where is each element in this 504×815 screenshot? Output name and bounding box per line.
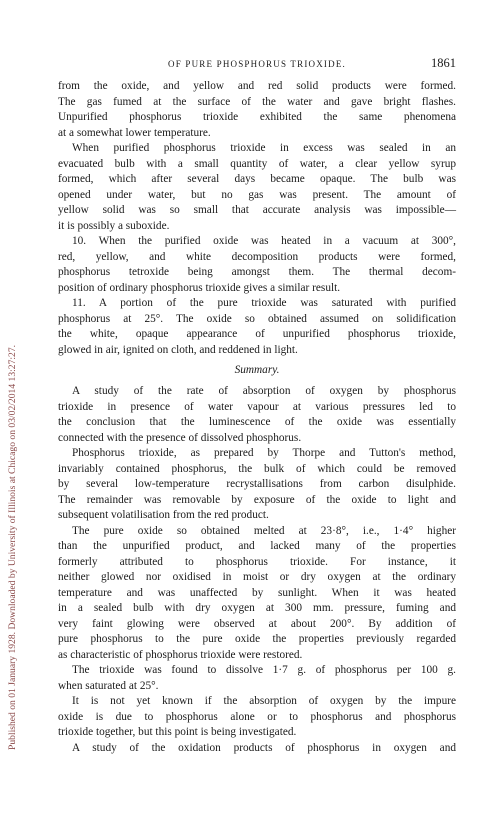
text-line: The pure oxide so obtained melted at 23·8°, i.e., 1·4° higher	[72, 524, 456, 537]
text-line: invariably contained phosphorus, the bulk of which could be removed	[58, 462, 456, 475]
text-line: A study of the oxidation products of phosphorus in oxygen and	[72, 741, 456, 754]
text-line: The gas fumed at the surface of the water and gave bright flashes.	[58, 95, 456, 108]
text-line: glowed in air, ignited on cloth, and reddened in light.	[58, 343, 298, 356]
article-body	[58, 79, 456, 756]
text-line: the conclusion that the luminescence of the oxide was essentially	[58, 416, 456, 428]
text-line: It is not yet known if the absorption of oxygen by the impure	[72, 695, 456, 707]
text-line: formerly attributed to phosphorus trioxide. For instance, it	[58, 555, 456, 568]
text-line: very faint glowing were observed at about 200°. By addition of	[58, 617, 456, 630]
text-line: Phosphorus trioxide, as prepared by Thorpe and Tutton's method,	[72, 447, 456, 459]
text-line: evacuated bulb with a small quantity of water, a clear yellow syrup	[58, 157, 456, 170]
page-number: 1861	[431, 56, 456, 70]
text-line: subsequent volatilisation from the red product.	[58, 509, 269, 521]
text-line: yellow solid was so small that accurate analysis was impossible—	[58, 204, 456, 216]
text-line: from the oxide, and yellow and red solid products were formed.	[58, 80, 456, 92]
text-line: neither glowed nor oxidised in moist or dry oxygen at the ordinary	[58, 571, 456, 583]
text-line: trioxide in presence of water vapour at various pressures led to	[58, 400, 456, 413]
text-line: temperature and was unaffected by sunlight. When it was heated	[58, 586, 456, 599]
text-line: at a somewhat lower temperature.	[58, 126, 211, 139]
publication-side-note: Published on 01 January 1928. Downloaded by University of Illinois at Chicago on 03/02/2014 13:27:27.	[7, 344, 18, 750]
text-line: connected with the presence of dissolved phosphorus.	[58, 431, 302, 444]
text-line: in a sealed bulb with dry oxygen at 300 mm. pressure, fuming and	[58, 602, 456, 614]
text-line: it is possibly a suboxide.	[58, 219, 170, 232]
section-heading-summary: Summary.	[234, 364, 280, 376]
text-line: 10. When the purified oxide was heated in a vacuum at 300°,	[72, 235, 456, 247]
text-line: 11. A portion of the pure trioxide was saturated with purified	[72, 297, 456, 309]
text-line: formed, which after several days became opaque. The bulb was	[58, 173, 456, 185]
text-line: than the unpurified product, and lacked many of the properties	[58, 540, 456, 552]
text-line: Unpurified phosphorus trioxide exhibited the same phenomena	[58, 111, 456, 123]
running-header	[58, 56, 456, 72]
text-line: red, yellow, and white decomposition products were formed,	[58, 250, 456, 263]
running-title: OF PURE PHOSPHORUS TRIOXIDE.	[168, 59, 346, 69]
text-line: position of ordinary phosphorus trioxide gives a similar result.	[58, 281, 341, 294]
text-line: phosphorus at 25°. The oxide so obtained assumed on solidification	[58, 312, 456, 325]
text-line: when saturated at 25°.	[58, 679, 159, 692]
text-line: as characteristic of phosphorus trioxide were restored.	[58, 648, 303, 661]
text-line: The remainder was removable by exposure of the oxide to light and	[58, 493, 456, 506]
text-line: the white, opaque appearance of unpurified phosphorus trioxide,	[58, 328, 456, 340]
text-line: phosphorus tetroxide being amongst them. The thermal decom-	[58, 266, 456, 278]
text-line: A study of the rate of absorption of oxygen by phosphorus	[72, 385, 456, 397]
text-line: oxide is due to phosphorus alone or to phosphorus and phosphorus	[58, 710, 456, 723]
text-line: by several low-temperature recrystallisations from carbon disulphide.	[58, 478, 456, 490]
text-line: The trioxide was found to dissolve 1·7 g. of phosphorus per 100 g.	[72, 664, 456, 676]
text-line: opened under water, but no gas was present. The amount of	[58, 188, 456, 201]
text-line: trioxide together, but this point is being investigated.	[58, 726, 297, 738]
text-line: When purified phosphorus trioxide in excess was sealed in an	[72, 142, 456, 154]
text-line: pure phosphorus to the pure oxide the properties previously regarded	[58, 633, 456, 645]
